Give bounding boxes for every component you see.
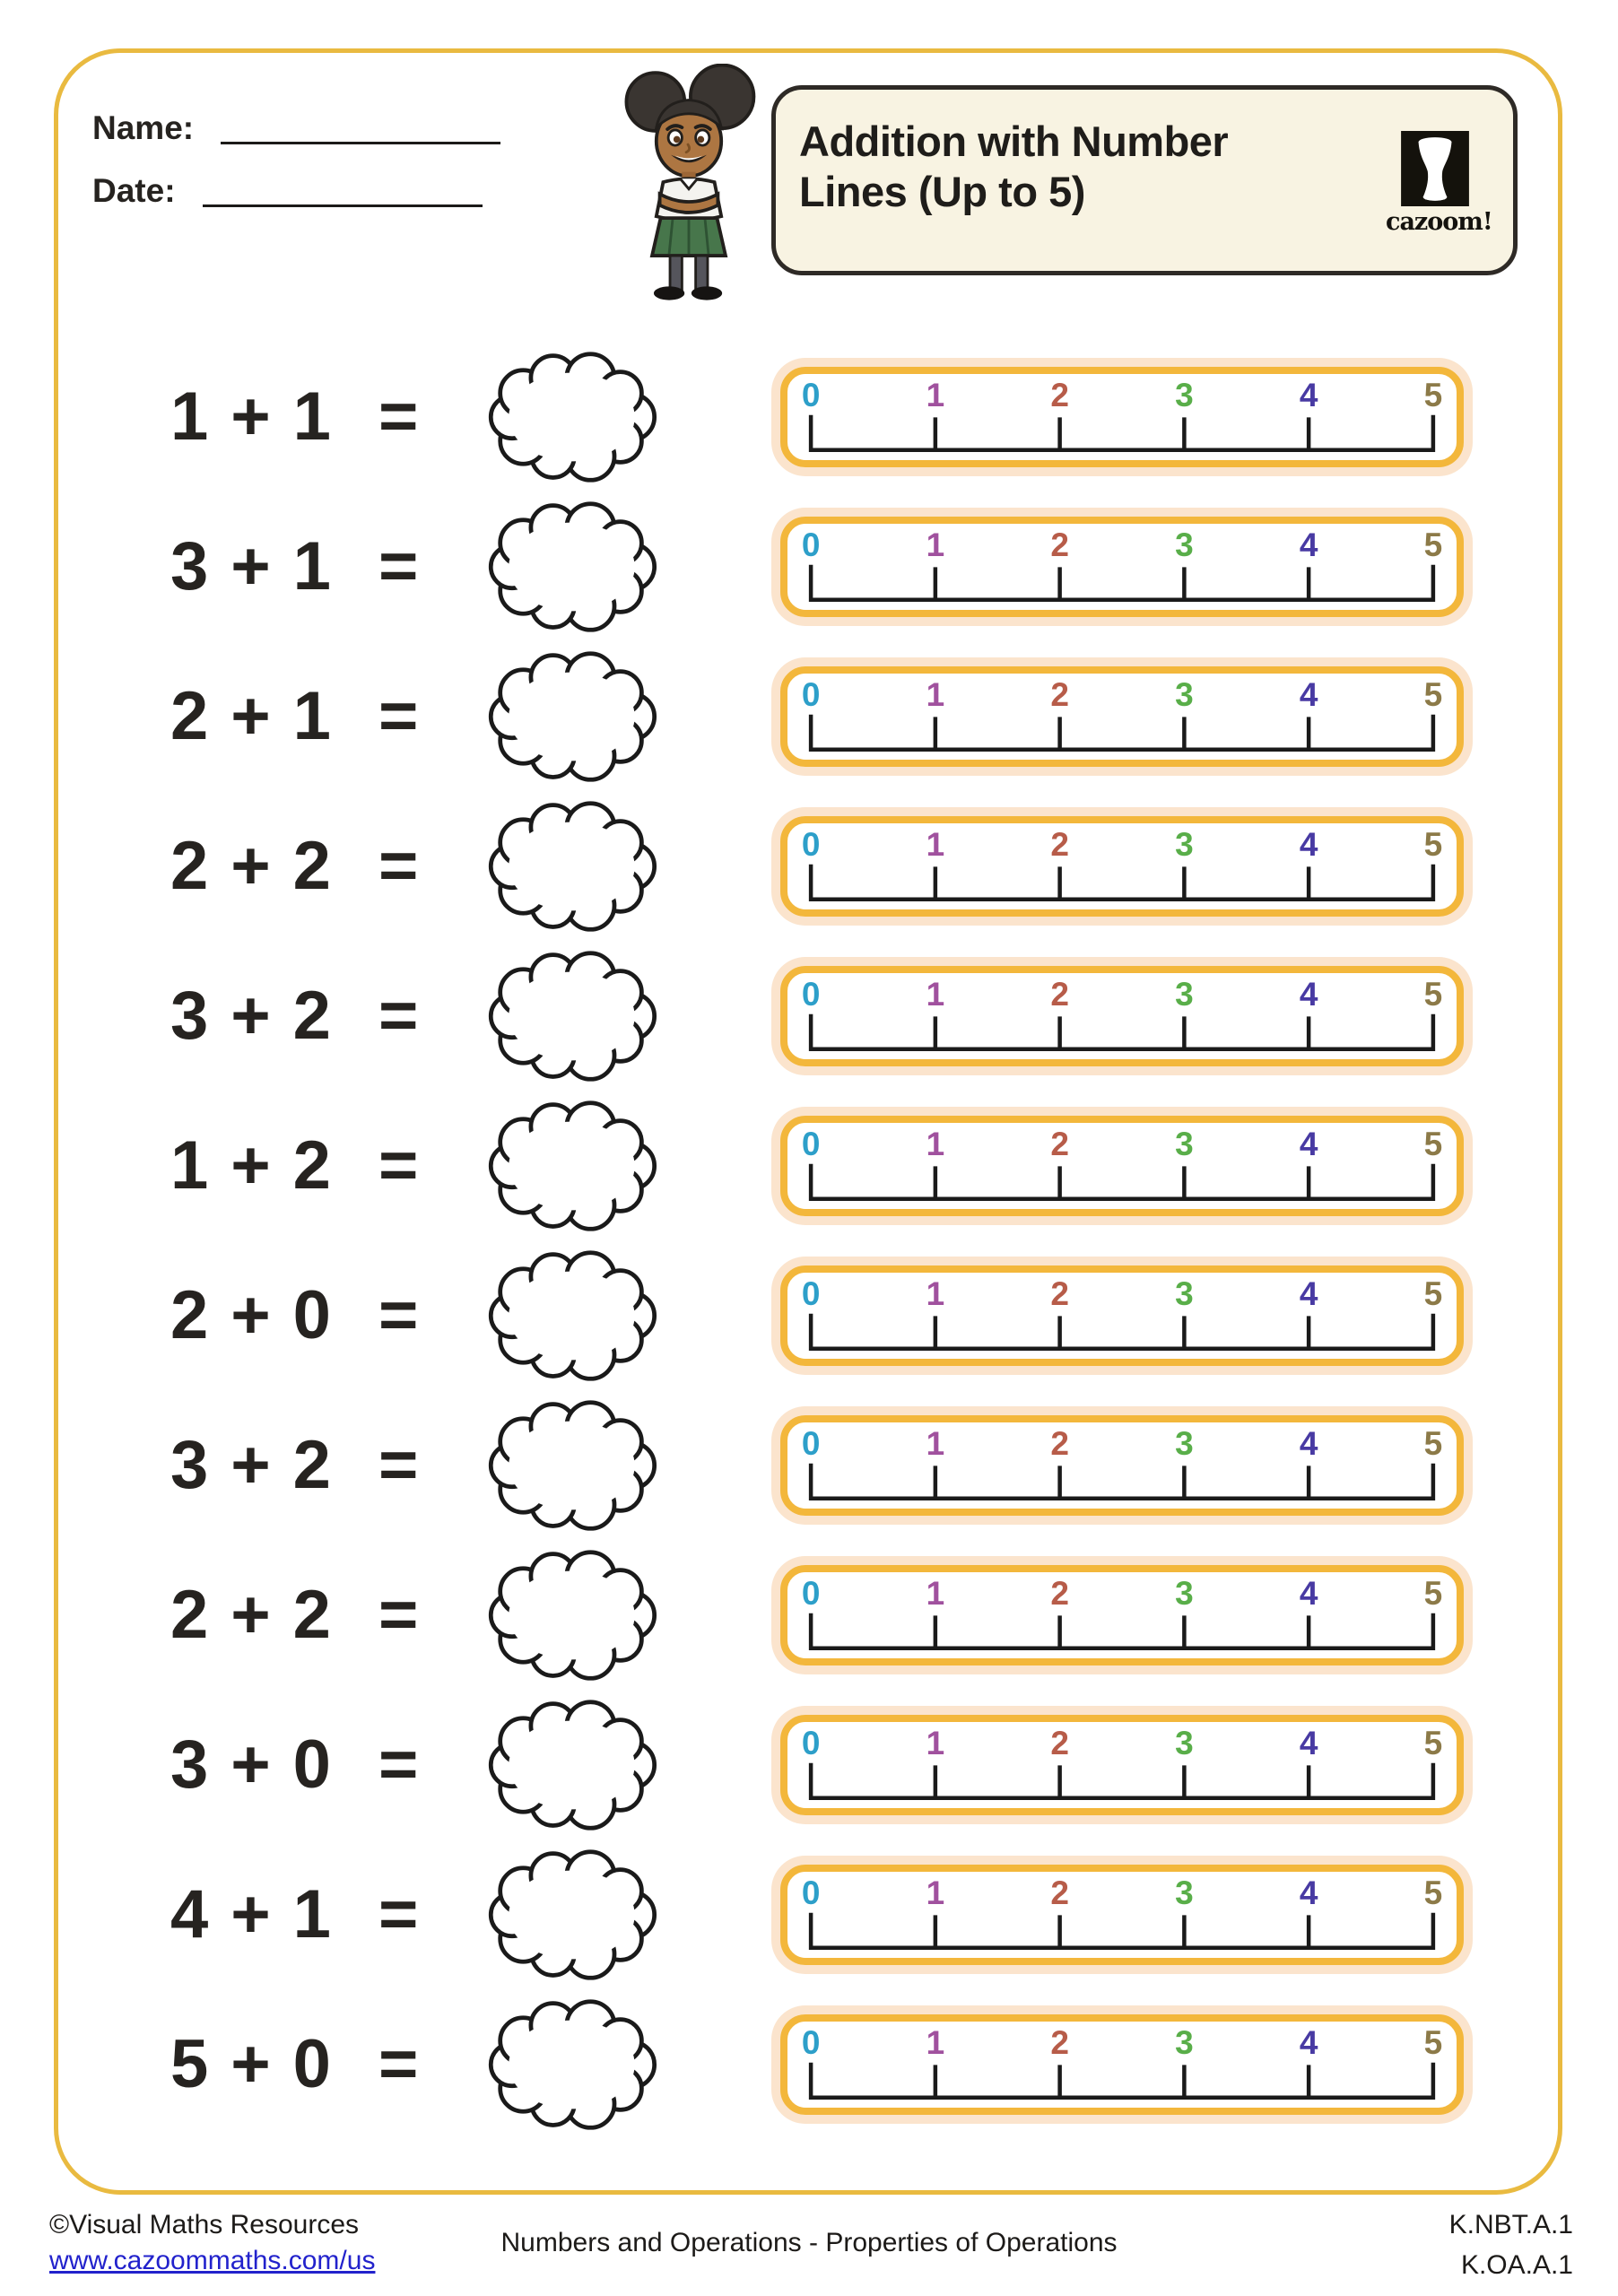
number-line-label: 5 xyxy=(1423,1274,1443,1312)
number-line-label: 4 xyxy=(1299,1724,1318,1761)
website-link[interactable]: www.cazoommaths.com/us xyxy=(49,2246,376,2275)
number-line-label: 5 xyxy=(1423,1424,1443,1462)
number-line xyxy=(771,1556,1473,1674)
number-line-label: 3 xyxy=(1175,1424,1194,1462)
number-line-label: 0 xyxy=(801,376,821,413)
problem-row xyxy=(58,1240,1558,1390)
problem-expression xyxy=(170,1126,419,1204)
addend-b: 1 xyxy=(292,1875,331,1952)
problem-expression xyxy=(170,378,419,455)
number-line-ticks xyxy=(787,408,1457,455)
number-line-ticks xyxy=(787,1606,1457,1653)
number-line-label: 0 xyxy=(801,975,821,1013)
number-line-label: 0 xyxy=(801,675,821,713)
number-line-label: 4 xyxy=(1299,975,1318,1013)
plus-sign: + xyxy=(231,677,271,754)
number-line-ticks xyxy=(787,558,1457,604)
logo-wordmark: cazoom! xyxy=(1386,208,1492,236)
number-line-label: 0 xyxy=(801,1125,821,1162)
number-line-label: 4 xyxy=(1299,825,1318,863)
addend-a: 3 xyxy=(170,977,209,1054)
number-line-label: 0 xyxy=(801,1874,821,1911)
problem-expression xyxy=(170,1726,419,1803)
equals-sign: = xyxy=(378,977,419,1054)
addend-a: 3 xyxy=(170,1426,209,1503)
problem-expression xyxy=(170,677,419,754)
title-box xyxy=(771,85,1518,275)
number-line-label: 5 xyxy=(1423,1874,1443,1911)
problem-rows xyxy=(58,342,1558,2139)
number-line xyxy=(771,1706,1473,1824)
number-line-box xyxy=(780,966,1464,1066)
number-line-label: 1 xyxy=(926,1424,945,1462)
plus-sign: + xyxy=(231,378,271,455)
number-line-label: 1 xyxy=(926,675,945,713)
number-line xyxy=(771,1257,1473,1375)
problem-row xyxy=(58,1390,1558,1540)
addend-a: 2 xyxy=(170,677,209,754)
plus-sign: + xyxy=(231,527,271,604)
problem-expression xyxy=(170,1875,419,1952)
addend-b: 2 xyxy=(292,827,331,904)
addend-a: 2 xyxy=(170,1576,209,1653)
number-line-label: 2 xyxy=(1050,975,1069,1013)
number-line-label: 5 xyxy=(1423,526,1443,563)
equals-sign: = xyxy=(378,1276,419,1353)
cloud-outline-icon xyxy=(480,499,664,635)
plus-sign: + xyxy=(231,1276,271,1353)
plus-sign: + xyxy=(231,827,271,904)
number-line-label: 1 xyxy=(926,1724,945,1761)
number-line-label: 2 xyxy=(1050,2023,1069,2061)
number-line-label: 4 xyxy=(1299,1574,1318,1612)
number-line-label: 5 xyxy=(1423,2023,1443,2061)
number-line-label: 1 xyxy=(926,376,945,413)
name-date-block xyxy=(92,105,500,230)
plus-sign: + xyxy=(231,1726,271,1803)
number-line-label: 0 xyxy=(801,1724,821,1761)
problem-expression xyxy=(170,1576,419,1653)
number-line-label: 2 xyxy=(1050,1574,1069,1612)
addend-b: 2 xyxy=(292,1576,331,1653)
cloud-outline-icon xyxy=(480,1847,664,1983)
number-line-label: 5 xyxy=(1423,975,1443,1013)
addend-b: 1 xyxy=(292,677,331,754)
problem-expression xyxy=(170,1426,419,1503)
cloud-outline-icon xyxy=(480,1996,664,2133)
answer-cloud[interactable] xyxy=(480,1996,664,2133)
equals-sign: = xyxy=(378,1726,419,1803)
problem-row xyxy=(58,1091,1558,1240)
number-line-box xyxy=(780,1415,1464,1516)
number-line xyxy=(771,508,1473,626)
number-line-ticks xyxy=(787,857,1457,904)
number-line-label: 0 xyxy=(801,825,821,863)
number-line-label: 5 xyxy=(1423,1574,1443,1612)
answer-cloud[interactable] xyxy=(480,1847,664,1983)
number-line-ticks xyxy=(787,1756,1457,1803)
number-line-label: 3 xyxy=(1175,975,1194,1013)
number-line-label: 3 xyxy=(1175,1274,1194,1312)
number-line-label: 3 xyxy=(1175,526,1194,563)
number-line-box xyxy=(780,367,1464,467)
number-line xyxy=(771,2005,1473,2124)
number-line-label: 5 xyxy=(1423,1724,1443,1761)
number-line-label: 4 xyxy=(1299,526,1318,563)
number-line-label: 2 xyxy=(1050,1874,1069,1911)
number-line xyxy=(771,957,1473,1075)
number-line-ticks xyxy=(787,708,1457,754)
date-label: Date: xyxy=(92,172,176,209)
cloud-outline-icon xyxy=(480,1697,664,1833)
number-line-label: 1 xyxy=(926,1274,945,1312)
number-line xyxy=(771,807,1473,926)
plus-sign: + xyxy=(231,1576,271,1653)
date-input-line[interactable] xyxy=(203,170,483,207)
problem-row xyxy=(58,1839,1558,1989)
number-line-label: 0 xyxy=(801,1424,821,1462)
number-line-label: 0 xyxy=(801,1574,821,1612)
number-line-box xyxy=(780,816,1464,917)
number-line-label: 2 xyxy=(1050,376,1069,413)
cloud-outline-icon xyxy=(480,1098,664,1234)
number-line-box xyxy=(780,1116,1464,1216)
number-line-ticks xyxy=(787,1307,1457,1353)
name-input-line[interactable] xyxy=(221,108,500,144)
number-line-label: 3 xyxy=(1175,1574,1194,1612)
number-line-label: 2 xyxy=(1050,825,1069,863)
number-line xyxy=(771,1107,1473,1225)
footer-standards xyxy=(1449,2205,1573,2285)
cloud-outline-icon xyxy=(480,1248,664,1384)
drum-icon xyxy=(1401,131,1469,206)
number-line-label: 1 xyxy=(926,1125,945,1162)
problem-expression xyxy=(170,527,419,604)
answer-cloud[interactable] xyxy=(480,499,664,635)
addend-a: 3 xyxy=(170,527,209,604)
answer-cloud[interactable] xyxy=(480,948,664,1084)
number-line-label: 5 xyxy=(1423,825,1443,863)
equals-sign: = xyxy=(378,1126,419,1204)
answer-cloud[interactable] xyxy=(480,1697,664,1833)
number-line-label: 3 xyxy=(1175,675,1194,713)
equals-sign: = xyxy=(378,677,419,754)
number-line xyxy=(771,657,1473,776)
number-line-label: 5 xyxy=(1423,376,1443,413)
problem-expression xyxy=(170,977,419,1054)
number-line-box xyxy=(780,2014,1464,2115)
cloud-outline-icon xyxy=(480,798,664,935)
number-line-label: 4 xyxy=(1299,1874,1318,1911)
number-line-label: 4 xyxy=(1299,1125,1318,1162)
number-line-label: 1 xyxy=(926,1874,945,1911)
number-line-label: 1 xyxy=(926,825,945,863)
number-line-box xyxy=(780,1565,1464,1665)
addend-a: 2 xyxy=(170,1276,209,1353)
number-line-box xyxy=(780,666,1464,767)
number-line-label: 3 xyxy=(1175,825,1194,863)
plus-sign: + xyxy=(231,1875,271,1952)
number-line-label: 4 xyxy=(1299,1274,1318,1312)
addend-b: 0 xyxy=(292,1276,331,1353)
problem-expression xyxy=(170,827,419,904)
addend-a: 4 xyxy=(170,1875,209,1952)
answer-cloud[interactable] xyxy=(480,349,664,485)
number-line-label: 1 xyxy=(926,2023,945,2061)
number-line-label: 2 xyxy=(1050,1724,1069,1761)
addend-b: 1 xyxy=(292,527,331,604)
cazoom-logo xyxy=(1386,131,1492,236)
number-line-label: 3 xyxy=(1175,1125,1194,1162)
standard-code-2: K.OA.A.1 xyxy=(1460,2250,1573,2280)
addend-b: 2 xyxy=(292,977,331,1054)
addend-a: 2 xyxy=(170,827,209,904)
page-border-frame xyxy=(54,48,1562,2195)
number-line-box xyxy=(780,1715,1464,1815)
equals-sign: = xyxy=(378,827,419,904)
addend-b: 0 xyxy=(292,2025,331,2102)
plus-sign: + xyxy=(231,2025,271,2102)
name-row xyxy=(92,105,500,144)
cloud-outline-icon xyxy=(480,1397,664,1534)
name-label: Name: xyxy=(92,109,195,146)
number-line-label: 2 xyxy=(1050,526,1069,563)
number-line-label: 5 xyxy=(1423,675,1443,713)
number-line-ticks xyxy=(787,1906,1457,1952)
cloud-outline-icon xyxy=(480,349,664,485)
equals-sign: = xyxy=(378,527,419,604)
date-row xyxy=(92,168,500,207)
equals-sign: = xyxy=(378,1875,419,1952)
number-line xyxy=(771,1406,1473,1525)
number-line-label: 2 xyxy=(1050,1125,1069,1162)
addend-b: 2 xyxy=(292,1426,331,1503)
equals-sign: = xyxy=(378,1576,419,1653)
equals-sign: = xyxy=(378,1426,419,1503)
addend-a: 1 xyxy=(170,378,209,455)
addend-b: 1 xyxy=(292,378,331,455)
worksheet-title: Addition with Number Lines (Up to 5) xyxy=(799,117,1229,216)
number-line-label: 2 xyxy=(1050,675,1069,713)
problem-row xyxy=(58,641,1558,791)
cloud-outline-icon xyxy=(480,648,664,785)
problem-row xyxy=(58,1540,1558,1690)
problem-row xyxy=(58,342,1558,491)
problem-row xyxy=(58,491,1558,641)
plus-sign: + xyxy=(231,1426,271,1503)
answer-cloud[interactable] xyxy=(480,1547,664,1683)
problem-row xyxy=(58,941,1558,1091)
number-line-label: 2 xyxy=(1050,1424,1069,1462)
answer-cloud[interactable] xyxy=(480,1098,664,1234)
answer-cloud[interactable] xyxy=(480,648,664,785)
plus-sign: + xyxy=(231,1126,271,1204)
addend-a: 5 xyxy=(170,2025,209,2102)
standard-code-1: K.NBT.A.1 xyxy=(1448,2210,1573,2239)
number-line-label: 1 xyxy=(926,1574,945,1612)
number-line-box xyxy=(780,1265,1464,1366)
problem-row xyxy=(58,1690,1558,1839)
number-line xyxy=(771,1856,1473,1974)
cloud-outline-icon xyxy=(480,1547,664,1683)
problem-row xyxy=(58,1989,1558,2139)
number-line-box xyxy=(780,1865,1464,1965)
answer-cloud[interactable] xyxy=(480,798,664,935)
equals-sign: = xyxy=(378,378,419,455)
addend-a: 1 xyxy=(170,1126,209,1204)
number-line-label: 4 xyxy=(1299,675,1318,713)
number-line xyxy=(771,358,1473,476)
number-line-ticks xyxy=(787,1457,1457,1503)
problem-expression xyxy=(170,2025,419,2102)
number-line-label: 2 xyxy=(1050,1274,1069,1312)
number-line-label: 0 xyxy=(801,1274,821,1312)
number-line-label: 3 xyxy=(1175,1874,1194,1911)
schoolgirl-illustration xyxy=(616,64,761,304)
problem-expression xyxy=(170,1276,419,1353)
number-line-label: 3 xyxy=(1175,2023,1194,2061)
answer-cloud[interactable] xyxy=(480,1397,664,1534)
addend-b: 2 xyxy=(292,1126,331,1204)
copyright-text: ©Visual Maths Resources xyxy=(49,2210,360,2239)
number-line-label: 0 xyxy=(801,526,821,563)
number-line-ticks xyxy=(787,1157,1457,1204)
number-line-label: 3 xyxy=(1175,1724,1194,1761)
number-line-ticks xyxy=(787,1007,1457,1054)
number-line-ticks xyxy=(787,2056,1457,2102)
number-line-label: 4 xyxy=(1299,2023,1318,2061)
footer-topic: Numbers and Operations - Properties of Operations xyxy=(500,2228,1118,2257)
number-line-label: 0 xyxy=(801,2023,821,2061)
number-line-label: 4 xyxy=(1299,1424,1318,1462)
number-line-box xyxy=(780,517,1464,617)
equals-sign: = xyxy=(378,2025,419,2102)
cloud-outline-icon xyxy=(480,948,664,1084)
answer-cloud[interactable] xyxy=(480,1248,664,1384)
addend-b: 0 xyxy=(292,1726,331,1803)
plus-sign: + xyxy=(231,977,271,1054)
number-line-label: 4 xyxy=(1299,376,1318,413)
number-line-label: 1 xyxy=(926,526,945,563)
number-line-label: 5 xyxy=(1423,1125,1443,1162)
number-line-label: 1 xyxy=(926,975,945,1013)
addend-a: 3 xyxy=(170,1726,209,1803)
problem-row xyxy=(58,791,1558,941)
number-line-label: 3 xyxy=(1175,376,1194,413)
